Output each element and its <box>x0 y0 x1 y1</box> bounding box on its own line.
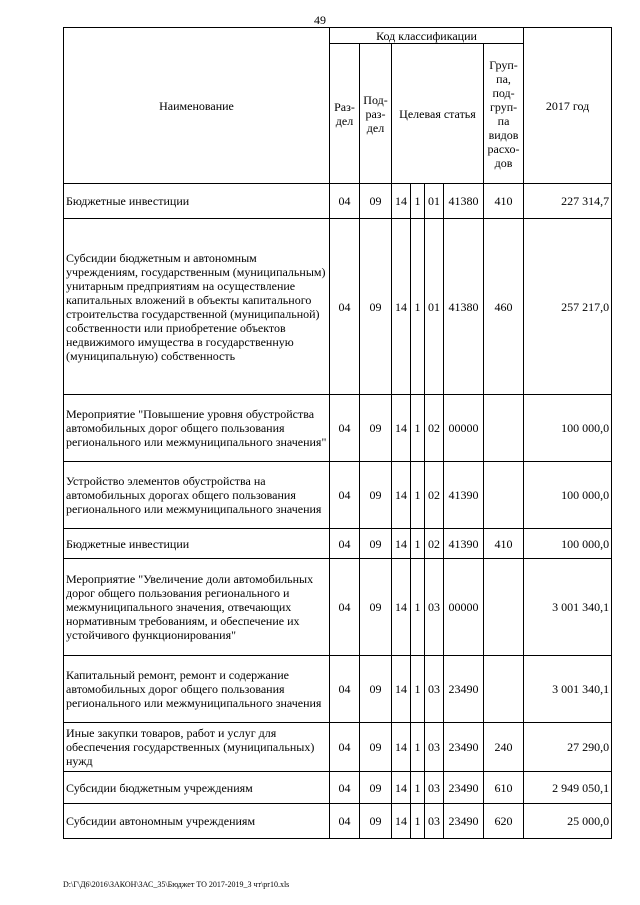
row-expense-group: 610 <box>484 772 524 804</box>
row-target-program: 14 <box>392 395 411 462</box>
row-target-subprogram: 1 <box>411 529 425 559</box>
row-expense-group <box>484 462 524 529</box>
row-podrazdel: 09 <box>360 804 392 839</box>
row-target-program: 14 <box>392 804 411 839</box>
row-podrazdel: 09 <box>360 559 392 656</box>
row-expense-group <box>484 395 524 462</box>
row-razdel: 04 <box>330 804 360 839</box>
row-name: Мероприятие "Увеличение доли автомобильных дорог общего пользования регионального и межмуниципального значения, отвечающих нормативным требованиям, и обеспечение их устойчивого функционирования" <box>64 559 330 656</box>
row-target-subprogram: 1 <box>411 184 425 219</box>
row-target-activity: 03 <box>425 804 444 839</box>
row-razdel: 04 <box>330 462 360 529</box>
header-name: Наименование <box>64 28 330 184</box>
table-row <box>64 656 612 723</box>
table-row <box>64 559 612 656</box>
table-row <box>64 723 612 772</box>
row-target-direction: 23490 <box>444 656 484 723</box>
row-amount: 27 290,0 <box>524 723 612 772</box>
row-name: Капитальный ремонт, ремонт и содержание автомобильных дорог общего пользования регионального или межмуниципального значения <box>64 656 330 723</box>
row-razdel: 04 <box>330 184 360 219</box>
row-amount: 227 314,7 <box>524 184 612 219</box>
row-name: Устройство элементов обустройства на автомобильных дорогах общего пользования регионального или межмуниципального значения <box>64 462 330 529</box>
row-target-subprogram: 1 <box>411 219 425 395</box>
row-razdel: 04 <box>330 219 360 395</box>
row-podrazdel: 09 <box>360 772 392 804</box>
row-target-direction: 00000 <box>444 559 484 656</box>
table-row <box>64 529 612 559</box>
row-target-direction: 41380 <box>444 219 484 395</box>
header-podrazdel: Под-раз-дел <box>360 44 392 184</box>
row-target-direction: 41380 <box>444 184 484 219</box>
header-year: 2017 год <box>524 28 612 184</box>
table-row <box>64 219 612 395</box>
row-target-direction: 41390 <box>444 462 484 529</box>
row-target-activity: 02 <box>425 529 444 559</box>
row-amount: 257 217,0 <box>524 219 612 395</box>
header-code: Код классификации <box>330 28 524 44</box>
row-expense-group <box>484 559 524 656</box>
row-target-direction: 00000 <box>444 395 484 462</box>
row-target-program: 14 <box>392 184 411 219</box>
table-row <box>64 462 612 529</box>
row-target-activity: 03 <box>425 723 444 772</box>
table-row <box>64 772 612 804</box>
row-name: Бюджетные инвестиции <box>64 184 330 219</box>
row-target-activity: 03 <box>425 656 444 723</box>
row-name: Субсидии бюджетным и автономным учреждениям, государственным (муниципальным) унитарным предприятиям на осуществление капитальных вложений в объекты капитального строительства государственной (муниципальной) собственности или приобретение объектов недвижимого имущества в государственную (муниципальную) собственность <box>64 219 330 395</box>
row-amount: 3 001 340,1 <box>524 656 612 723</box>
row-amount: 100 000,0 <box>524 462 612 529</box>
row-amount: 100 000,0 <box>524 395 612 462</box>
row-target-subprogram: 1 <box>411 559 425 656</box>
row-podrazdel: 09 <box>360 656 392 723</box>
row-podrazdel: 09 <box>360 723 392 772</box>
header-group: Груп-па, под-груп-па видов расхо-дов <box>484 44 524 184</box>
row-expense-group <box>484 656 524 723</box>
table-row <box>64 804 612 839</box>
row-amount: 100 000,0 <box>524 529 612 559</box>
row-target-activity: 02 <box>425 462 444 529</box>
row-razdel: 04 <box>330 772 360 804</box>
row-razdel: 04 <box>330 723 360 772</box>
row-podrazdel: 09 <box>360 184 392 219</box>
row-target-subprogram: 1 <box>411 462 425 529</box>
row-name: Субсидии автономным учреждениям <box>64 804 330 839</box>
row-amount: 25 000,0 <box>524 804 612 839</box>
file-path-footer: D:\Г\Д6\2016\ЗАКОН\ЗАС_35\Бюджет ТО 2017-2019_3 чт\pr10.xls <box>63 880 290 889</box>
row-podrazdel: 09 <box>360 462 392 529</box>
header-razdel: Раз-дел <box>330 44 360 184</box>
row-target-direction: 23490 <box>444 723 484 772</box>
row-amount: 3 001 340,1 <box>524 559 612 656</box>
row-name: Мероприятие "Повышение уровня обустройства автомобильных дорог общего пользования регионального или межмуниципального значения" <box>64 395 330 462</box>
row-target-activity: 02 <box>425 395 444 462</box>
row-target-subprogram: 1 <box>411 395 425 462</box>
row-target-direction: 23490 <box>444 772 484 804</box>
row-expense-group: 460 <box>484 219 524 395</box>
row-podrazdel: 09 <box>360 395 392 462</box>
table-row <box>64 184 612 219</box>
row-target-subprogram: 1 <box>411 723 425 772</box>
row-razdel: 04 <box>330 395 360 462</box>
row-razdel: 04 <box>330 529 360 559</box>
row-target-program: 14 <box>392 529 411 559</box>
row-target-subprogram: 1 <box>411 656 425 723</box>
row-podrazdel: 09 <box>360 219 392 395</box>
row-name: Иные закупки товаров, работ и услуг для обеспечения государственных (муниципальных) нужд <box>64 723 330 772</box>
row-razdel: 04 <box>330 559 360 656</box>
row-amount: 2 949 050,1 <box>524 772 612 804</box>
budget-table <box>63 27 612 839</box>
row-target-activity: 01 <box>425 219 444 395</box>
row-name: Бюджетные инвестиции <box>64 529 330 559</box>
row-target-program: 14 <box>392 723 411 772</box>
row-target-activity: 03 <box>425 559 444 656</box>
row-target-program: 14 <box>392 656 411 723</box>
row-expense-group: 240 <box>484 723 524 772</box>
header-target: Целевая статья <box>392 44 484 184</box>
page-number: 49 <box>314 13 326 27</box>
row-target-program: 14 <box>392 462 411 529</box>
row-target-subprogram: 1 <box>411 772 425 804</box>
row-expense-group: 410 <box>484 529 524 559</box>
table-row <box>64 395 612 462</box>
row-target-activity: 01 <box>425 184 444 219</box>
row-target-program: 14 <box>392 219 411 395</box>
row-target-subprogram: 1 <box>411 804 425 839</box>
row-podrazdel: 09 <box>360 529 392 559</box>
row-target-program: 14 <box>392 559 411 656</box>
row-target-program: 14 <box>392 772 411 804</box>
row-name: Субсидии бюджетным учреждениям <box>64 772 330 804</box>
row-target-direction: 41390 <box>444 529 484 559</box>
row-expense-group: 410 <box>484 184 524 219</box>
row-razdel: 04 <box>330 656 360 723</box>
row-target-activity: 03 <box>425 772 444 804</box>
row-target-direction: 23490 <box>444 804 484 839</box>
row-expense-group: 620 <box>484 804 524 839</box>
